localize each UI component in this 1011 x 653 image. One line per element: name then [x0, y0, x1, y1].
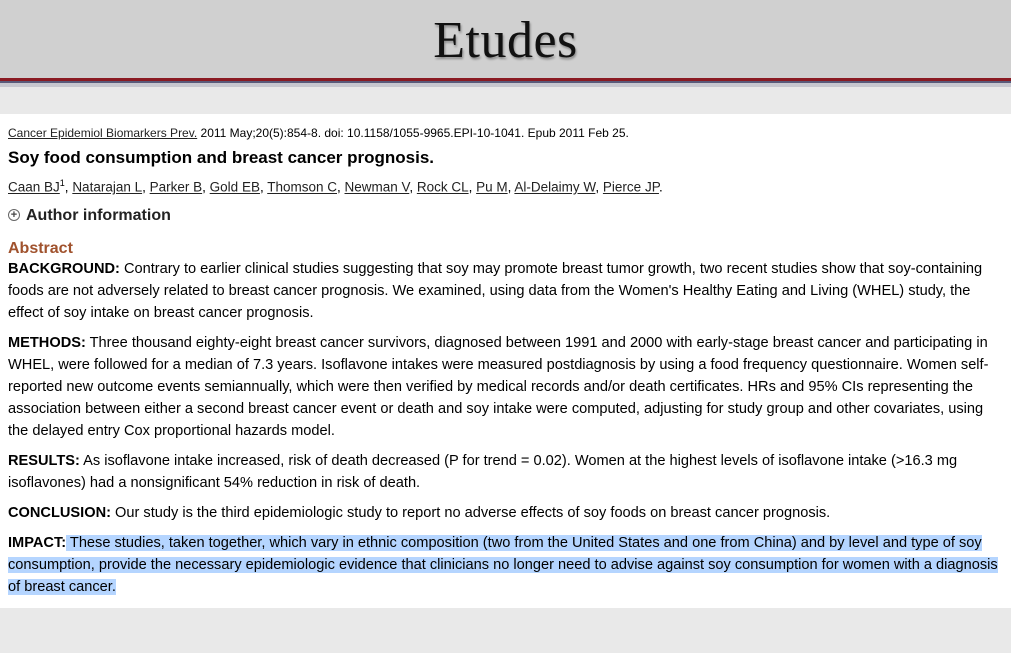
methods-label: METHODS: — [8, 334, 86, 351]
results-label: RESULTS: — [8, 452, 80, 469]
impact-text-selected: These studies, taken together, which vary in ethnic composition (two from the United States and one from China) and by level and type of soy consumption, provide the necessary epidemiologic evidence that clinicians no longer need to advise against soy consumption for women with a diagnosis of breast cancer. — [8, 534, 998, 595]
conclusion-label: CONCLUSION: — [8, 504, 111, 521]
author-information-label: Author information — [26, 206, 171, 224]
abstract-methods — [8, 332, 1003, 442]
header-rule-light — [0, 83, 1011, 87]
abstract-background — [8, 258, 1003, 324]
author-affiliation-sup: 1 — [59, 178, 65, 188]
slide-header — [0, 0, 1011, 78]
impact-label: IMPACT: — [8, 534, 67, 551]
citation-line — [8, 125, 1003, 141]
slide-title: Etudes — [433, 11, 578, 69]
author-link[interactable]: Thomson C — [267, 179, 337, 195]
abstract-results — [8, 450, 1003, 494]
author-list: Caan $BJ^1$, Natarajan L, Parker B, Gold EB, Thomson C, Newman V, Rock CL, Pu M, Al-Delaimy W, Pierce JP. — [8, 178, 663, 195]
author-link[interactable]: Newman V — [344, 179, 410, 195]
author-information-toggle[interactable] — [8, 206, 1003, 225]
expand-plus-icon[interactable]: + — [8, 209, 20, 221]
author-link[interactable]: Parker B — [149, 179, 203, 195]
author-link[interactable]: Caan BJ — [8, 179, 60, 195]
author-link[interactable]: Rock CL — [416, 179, 469, 195]
abstract-impact — [8, 532, 1003, 598]
results-text: As isoflavone intake increased, risk of death decreased (P for trend = 0.02). Women at the highest levels of isoflavone intake (>16.3 mg isoflavones) had a nonsignificant 54% reduction in risk of death. — [8, 452, 958, 491]
article-title: Soy food consumption and breast cancer prognosis. — [8, 148, 435, 167]
author-link[interactable]: Natarajan L — [72, 179, 143, 195]
author-link[interactable]: Gold EB — [209, 179, 260, 195]
abstract-heading: Abstract — [8, 239, 73, 257]
journal-link[interactable]: Cancer Epidemiol Biomarkers Prev. — [8, 126, 198, 140]
author-link[interactable]: Al-Delaimy W — [514, 179, 596, 195]
author-link[interactable]: Pu M — [476, 179, 508, 195]
conclusion-text: Our study is the third epidemiologic study to report no adverse effects of soy foods on breast cancer prognosis. — [110, 504, 831, 521]
author-link[interactable]: Pierce JP — [602, 179, 659, 195]
methods-text: Three thousand eighty-eight breast cancer survivors, diagnosed between 1991 and 2000 with early-stage breast cancer and participating in WHEL, were followed for a median of 7.3 years. Isoflavone intakes were measured postdiagnosis by using a food frequency questionnaire. Women self-reported new outcome events semiannually, which were then verified by medical records and/or death certificates. HRs and 95% CIs representing the association between either a second breast cancer event or death and soy intake were computed, adjusting for study group and other covariates, using the delayed entry Cox proportional hazards model. — [8, 334, 989, 439]
article-panel — [0, 114, 1011, 608]
background-text: Contrary to earlier clinical studies suggesting that soy may promote breast tumor growth, two recent studies show that soy-containing foods are not adversely related to breast cancer prognosis. We examined, using data from the Women's Healthy Eating and Living (WHEL) study, the effect of soy intake on breast cancer prognosis. — [8, 260, 983, 321]
background-label: BACKGROUND: — [8, 260, 120, 277]
citation-details: 2011 May;20(5):854-8. doi: 10.1158/1055-9965.EPI-10-1041. Epub 2011 Feb 25. — [197, 126, 629, 140]
abstract-conclusion — [8, 502, 1003, 524]
